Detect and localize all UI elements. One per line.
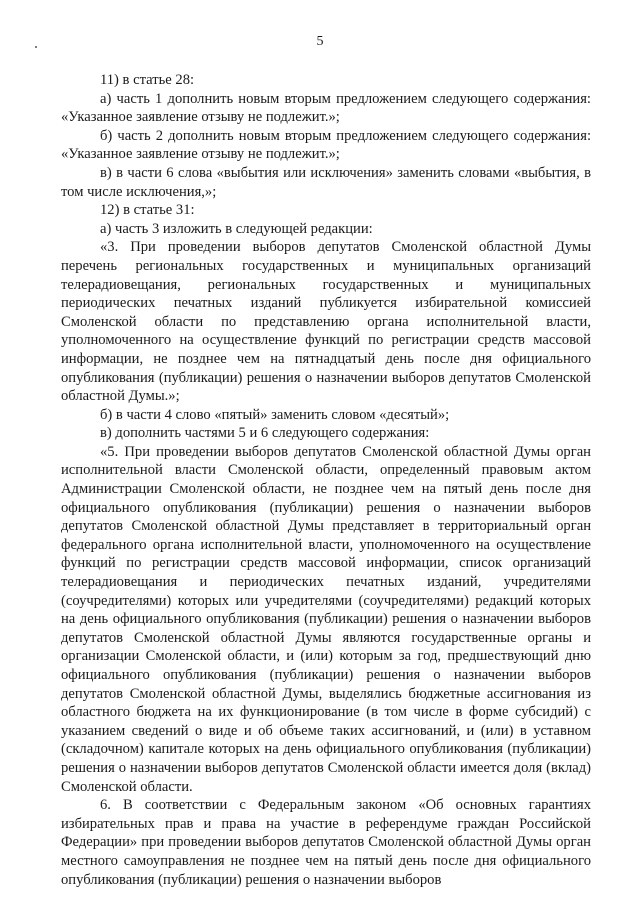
paragraph-article-28: 11) в статье 28:: [100, 72, 195, 88]
paragraph-part-5: «5. При проведении выборов депутатов Смоленской областной Думы орган исполнительной власти Смоленской области, определенный правовым актом Администрации Смоленской области, не позднее чем на пятый день после дня официального опубликования (публикации) решения о назначении выборов депутатов Смоленской областной Думы представляет в территориальный орган федерального органа исполнительной власти, уполномоченного на осуществление функций по регистрации средств массовой информации, список организаций телерадиовещания и периодических печатных изданий, учредителями (соучредителями) которых или учредителями (соучредителями) редакций которых на день официального опубликования (публикации) решения о назначении выборов депутатов Смоленской областной Думы являются государственные органы и организации Смоленской области, и (или) которым за год, предшествующий дню официального опубликования (публикации) решения о назначении выборов депутатов Смоленской областной Думы, выделялись бюджетные ассигнования из областного бюджета на их функционирование (в том числе в форме субсидий) с указанием сведений о виде и об объеме таких ассигнований, и (или) в уставном (складочном) капитале которых на день официального опубликования (публикации) решения о назначении выборов депутатов Смоленской области имеется доля (вклад) Смоленской области.: [61, 443, 591, 795]
paragraph-part-6: 6. В соответствии с Федеральным законом «Об основных гарантиях избирательных прав и права на участие в референдуме граждан Российской Федерации» при проведении выборов депутатов Смоленской областной Думы орган местного самоуправления не позднее чем на пятый день после дня официального опубликования (публикации) решения о назначении выборов: [61, 797, 591, 888]
document-body: [61, 71, 591, 889]
paragraph-31-a: а) часть 3 изложить в следующей редакции:: [100, 220, 373, 237]
paragraph-part-3: «3. При проведении выборов депутатов Смоленской областной Думы перечень региональных государственных и муниципальных организаций телерадиовещания, региональных государственных и муниципальных периодических печатных изданий публикуется избирательной комиссией Смоленской области по представлению органа исполнительной власти, уполномоченного на осуществление функций по регистрации средств массовой информации, не позднее чем на пятнадцатый день после дня официального опубликования (публикации) решения о назначении выборов депутатов Смоленской областной Думы.»;: [61, 239, 591, 405]
paragraph-28-a: а) часть 1 дополнить новым вторым предложением следующего содержания: «Указанное заявление отзыву не подлежит.»;: [61, 90, 591, 126]
page-number: 5: [316, 34, 324, 49]
paragraph-28-v: в) в части 6 слова «выбытия или исключения» заменить словами «выбытия, в том числе исключения,»;: [61, 164, 591, 200]
paragraph-article-31: 12) в статье 31:: [100, 202, 195, 219]
paragraph-28-b: б) часть 2 дополнить новым вторым предложением следующего содержания: «Указанное заявление отзыву не подлежит.»;: [61, 127, 591, 163]
paragraph-31-v: в) дополнить частями 5 и 6 следующего содержания:: [100, 425, 430, 442]
paragraph-31-b: б) в части 4 слово «пятый» заменить словом «десятый»;: [100, 406, 450, 423]
